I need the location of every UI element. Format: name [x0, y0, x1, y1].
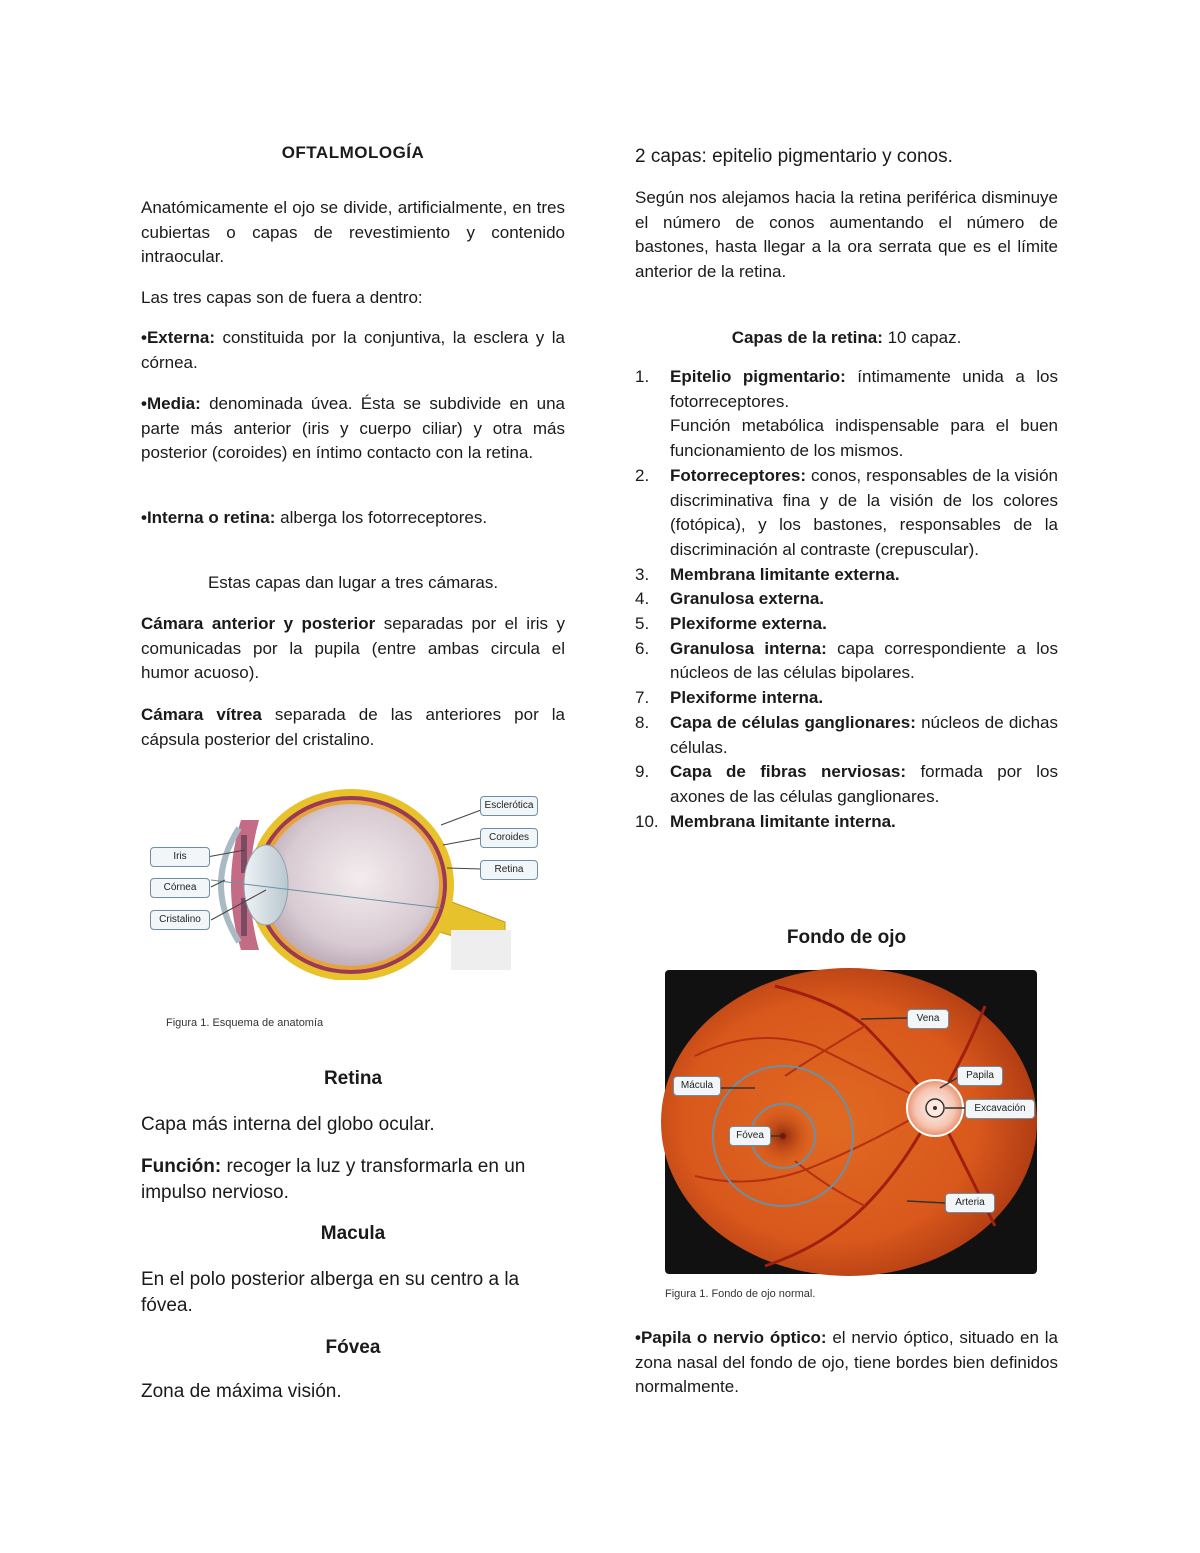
label-retina: Retina: [480, 860, 538, 880]
list-number: 5.: [635, 614, 650, 634]
capas-label: Capas de la retina:: [731, 328, 883, 347]
camara-ap-text: separadas por el iris y comunicadas por la pupila (entre ambas circula el humor acuoso).: [141, 614, 565, 682]
list-number: 1.: [635, 367, 650, 386]
label-arteria: Arteria: [945, 1193, 995, 1213]
layer-label: Granulosa externa.: [670, 589, 825, 609]
list-item: [635, 612, 1058, 637]
fovea-text: Zona de máxima visión.: [141, 1381, 342, 1402]
list-item: [635, 365, 1058, 464]
interna-label: •Interna o retina:: [141, 508, 276, 527]
fovea-heading: Fóvea: [325, 1337, 381, 1358]
macula-text: En el polo posterior alberga en su centro a la fóvea.: [141, 1269, 520, 1316]
list-number: 6.: [635, 638, 650, 658]
camara-v-label: Cámara vítrea: [141, 705, 262, 724]
list-item: [635, 464, 1058, 563]
capas-text: 10 capaz.: [882, 328, 962, 347]
label-iris: Iris: [150, 847, 210, 867]
fundus-figure-caption: Figura 1. Fondo de ojo normal.: [665, 1288, 816, 1300]
retina-heading: Retina: [323, 1068, 383, 1089]
externa-label: •Externa:: [141, 328, 215, 347]
fondo-heading: Fondo de ojo: [786, 927, 907, 948]
retina-layers-list: [635, 365, 1058, 834]
fundus-figure: [635, 966, 1058, 1306]
label-excavacion: Excavación: [965, 1099, 1035, 1119]
camara-v-text: separada de las anteriores por la cápsula posterior del cristalino.: [141, 705, 566, 749]
layer-text: capa correspondiente a los núcleos de las células bipolares.: [670, 638, 1059, 683]
layer-label: Capa de células ganglionares:: [670, 712, 916, 732]
label-macula: Mácula: [673, 1076, 721, 1096]
list-item: [635, 563, 1058, 588]
layer-text: núcleos de dichas células.: [670, 712, 1058, 757]
label-coroides: Coroides: [480, 828, 538, 848]
label-esclerotica: Esclerótica: [480, 796, 538, 816]
label-cristalino: Cristalino: [150, 910, 210, 930]
layer-label: Capa de fibras nerviosas:: [670, 762, 907, 782]
camara-ap-label: Cámara anterior y posterior: [141, 614, 376, 633]
papila-paragraph: [635, 1326, 1058, 1400]
media-text: denominada úvea. Ésta se subdivide en una parte más anterior (iris y cuerpo ciliar) y otra más posterior (coroides) en íntimo contacto con la retina.: [141, 394, 565, 462]
layer-label: Membrana limitante externa.: [670, 564, 900, 584]
media-label: •Media:: [141, 394, 201, 413]
list-number: 2.: [635, 465, 650, 485]
layer-text: íntimamente unida a los fotorreceptores.: [670, 367, 1059, 411]
layers-intro: Las tres capas son de fuera a dentro:: [141, 288, 423, 307]
externa-text: constituida por la conjuntiva, la esclera y la córnea.: [141, 328, 565, 372]
layer-text: conos, responsables de la visión discriminativa fina y de la visión de los colores (fotópica), y los bastones, responsables de la discriminación al contraste (crepuscular).: [670, 465, 1058, 559]
list-item: [635, 637, 1058, 686]
document-title: OFTALMOLOGÍA: [281, 143, 425, 162]
media-paragraph: [141, 392, 565, 466]
label-cornea: Córnea: [150, 878, 210, 898]
funcion-label: Función:: [141, 1156, 222, 1177]
layer-extra: Función metabólica indispensable para el buen funcionamiento de los mismos.: [670, 416, 1058, 461]
funcion-paragraph: [141, 1154, 565, 1206]
eye-figure-caption: Figura 1. Esquema de anatomía: [166, 1017, 324, 1029]
conos-line: 2 capas: epitelio pigmentario y conos.: [635, 146, 953, 167]
papila-label: •Papila o nervio óptico:: [635, 1328, 827, 1347]
macula-heading: Macula: [320, 1223, 386, 1244]
papila-text: el nervio óptico, situado en la zona nasal del fondo de ojo, tiene bordes bien definidos normalmente.: [635, 1328, 1058, 1396]
layer-text: formada por los axones de las células ganglionares.: [670, 762, 1058, 806]
eye-anatomy-figure: [141, 780, 565, 1040]
label-vena: Vena: [907, 1009, 949, 1029]
externa-paragraph: [141, 326, 565, 375]
list-number: 7.: [635, 688, 650, 708]
camara-anterior-paragraph: [141, 612, 565, 686]
layer-label: Membrana limitante interna.: [670, 811, 896, 831]
camara-vitrea-paragraph: [141, 703, 565, 752]
layer-label: Granulosa interna:: [670, 638, 827, 658]
list-number: 9.: [635, 762, 650, 782]
list-number: 4.: [635, 589, 650, 609]
chambers-intro: Estas capas dan lugar a tres cámaras.: [207, 573, 499, 592]
capas-heading: [635, 326, 1058, 351]
layer-label: Fotorreceptores:: [670, 465, 807, 485]
interna-text: alberga los fotorreceptores.: [275, 508, 488, 527]
intro-paragraph: Anatómicamente el ojo se divide, artificialmente, en tres cubiertas o capas de revestimiento y contenido intraocular.: [141, 198, 565, 266]
layer-label: Epitelio pigmentario:: [670, 367, 846, 386]
layer-label: Plexiforme interna.: [670, 688, 824, 708]
label-papila: Papila: [957, 1066, 1003, 1086]
funcion-text: recoger la luz y transformarla en un impulso nervioso.: [141, 1156, 526, 1203]
retina-text: Capa más interna del globo ocular.: [141, 1114, 435, 1135]
list-item: [635, 760, 1058, 809]
interna-paragraph: [141, 506, 565, 531]
periphery-paragraph: Según nos alejamos hacia la retina periférica disminuye el número de conos aumentando el número de bastones, hasta llegar a la ora serrata que es el límite anterior de la retina.: [635, 188, 1058, 281]
label-fovea: Fóvea: [729, 1126, 771, 1146]
list-item: [635, 686, 1058, 711]
list-item: [635, 810, 1058, 835]
list-item: [635, 587, 1058, 612]
list-item: [635, 711, 1058, 760]
layer-label: Plexiforme externa.: [670, 614, 827, 634]
list-number: 10.: [635, 811, 659, 831]
fundus-photo: [635, 966, 1059, 1276]
list-number: 3.: [635, 564, 650, 584]
list-number: 8.: [635, 712, 650, 732]
